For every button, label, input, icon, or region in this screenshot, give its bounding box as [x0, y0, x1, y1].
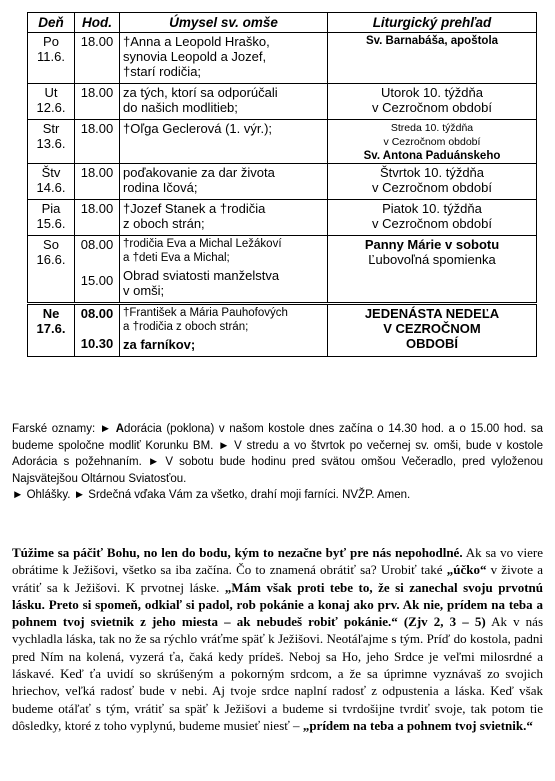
- mass-time: 18.00: [80, 201, 114, 216]
- day-name: Pia: [41, 201, 61, 216]
- mass-time: 15.00: [80, 273, 114, 288]
- notice-label: Farské oznamy:: [12, 423, 96, 435]
- intention-line: †rodičia Eva a Michal Ležákoví: [123, 238, 282, 250]
- intention-cell: [120, 164, 328, 200]
- day-name: Ut: [44, 85, 58, 100]
- header-day: Deň: [28, 13, 75, 33]
- intention-line: z oboch strán;: [123, 216, 205, 231]
- intention-cell: [120, 304, 328, 357]
- intention-cell: [120, 236, 328, 304]
- intention-cell: [120, 200, 328, 236]
- day-date: 11.6.: [37, 49, 65, 64]
- table-row: [28, 164, 537, 200]
- intention-line: a †rodičia z oboch strán;: [123, 321, 249, 333]
- time-cell: [75, 120, 120, 164]
- reflection-closing-quote: „prídem na teba a pohnem tvoj svietnik.“: [302, 717, 533, 733]
- intention-line: a †deti Eva a Michal;: [123, 252, 230, 264]
- liturgy-line: Ľubovoľná spomienka: [368, 252, 496, 267]
- intention-cell: [120, 120, 328, 164]
- liturgy-line: v Cezročnom období: [372, 180, 492, 195]
- day-date: 16.6.: [36, 252, 66, 267]
- notice-wednesday: V stredu a vo štvrtok po večernej sv. omši, bude v kostole Adorácia s požehnaním.: [12, 439, 544, 468]
- liturgy-line: Utorok 10. týždňa: [381, 85, 483, 100]
- day-date: 15.6.: [36, 216, 66, 231]
- liturgy-line: Streda 10. týždňa: [390, 122, 474, 134]
- mass-time: 18.00: [80, 165, 114, 180]
- day-name: Štv: [41, 165, 61, 180]
- liturgy-line: Štvrtok 10. týždňa: [379, 165, 485, 180]
- reflection-emphasis: „účko“: [446, 562, 487, 578]
- reflection-heading: Túžime sa páčiť Bohu, no len do bodu, kým to nezačne byť pre nás nepohodlné.: [12, 545, 463, 560]
- reflection-sentence: v živote a vrátiť sa k Ježišovi. K prvotnej láske.: [12, 562, 543, 595]
- header-hour: Hod.: [75, 13, 120, 33]
- liturgy-line: Panny Márie v sobotu: [364, 237, 500, 252]
- day-name: Str: [42, 121, 60, 136]
- arrow-icon: ►: [12, 489, 24, 501]
- day-name: Po: [43, 34, 59, 49]
- reflection-text: [12, 544, 543, 734]
- day-cell: [28, 200, 75, 236]
- arrow-icon: ►: [147, 456, 160, 468]
- day-cell: [28, 120, 75, 164]
- table-row: [28, 200, 537, 236]
- notice-thanks: Srdečná vďaka Vám za všetko, drahí moji farníci. NVŽP. Amen.: [88, 489, 411, 501]
- time-cell: [75, 164, 120, 200]
- day-cell: [28, 236, 75, 304]
- intention-line: †František a Mária Pauhofových: [123, 307, 288, 319]
- mass-time: 18.00: [80, 121, 114, 136]
- liturgy-cell: [328, 304, 537, 357]
- day-name: So: [43, 237, 59, 252]
- liturgy-line: v Cezročnom období: [372, 216, 492, 231]
- intention-line: †starí rodičia;: [123, 64, 202, 79]
- intention-line: synovia Leopold a Jozef,: [123, 49, 267, 64]
- liturgy-cell: [328, 120, 537, 164]
- time-cell: [75, 33, 120, 84]
- liturgy-line: V CEZROČNOM: [383, 321, 481, 336]
- table-header-row: [28, 13, 537, 33]
- liturgy-line: v Cezročnom období: [372, 100, 492, 115]
- intention-line: za farníkov;: [123, 337, 196, 352]
- mass-time: 08.00: [80, 237, 114, 252]
- mass-time: 08.00: [80, 306, 114, 321]
- day-cell: [28, 304, 75, 357]
- liturgy-cell: [328, 200, 537, 236]
- liturgy-cell: [328, 84, 537, 120]
- day-cell: [28, 164, 75, 200]
- notice-initial: A: [115, 423, 125, 435]
- arrow-icon: ►: [73, 489, 86, 501]
- intention-line: rodina Ičová;: [123, 180, 198, 195]
- notice-adoration: dorácia (poklona) v našom kostole dnes začína o 14.30 hod. a o 15.00 hod. sa budeme spoločne modliť Korunku BM.: [12, 423, 543, 452]
- liturgy-line: Sv. Barnabáša, apoštola: [365, 35, 499, 47]
- liturgy-line: v Cezročnom období: [383, 136, 481, 148]
- time-cell: [75, 200, 120, 236]
- mass-time: 18.00: [80, 85, 114, 100]
- day-date: 13.6.: [36, 136, 66, 151]
- notice-saturday: V sobotu bude hodinu pred svätou omšou Večeradlo, pred vyloženou Najsvätejšou Oltárnou Sviatosťou.: [12, 456, 543, 485]
- liturgy-line: OBDOBÍ: [406, 336, 458, 351]
- intention-line: za tých, ktorí sa odporúčali: [123, 85, 278, 100]
- table-row: [28, 304, 537, 357]
- reflection-sentence: Ak sa vo viere obrátime k Ježišovi, všetko sa iba začína. Čo to znamená obrátiť sa? Urobiť také: [12, 545, 544, 578]
- day-date: 17.6.: [36, 321, 66, 336]
- table-row: [28, 84, 537, 120]
- liturgy-line: Piatok 10. týždňa: [382, 201, 482, 216]
- time-cell: [75, 236, 120, 304]
- intention-line: do našich modlitieb;: [123, 100, 238, 115]
- intention-cell: [120, 84, 328, 120]
- intention-line: Obrad sviatosti manželstva: [123, 268, 280, 283]
- arrow-icon: ►: [99, 423, 112, 435]
- day-cell: [28, 84, 75, 120]
- liturgy-line: JEDENÁSTA NEDEĽA: [364, 306, 500, 321]
- liturgy-cell: [328, 33, 537, 84]
- header-intention: Úmysel sv. omše: [120, 13, 328, 33]
- header-liturgy: Liturgický prehľad: [328, 13, 537, 33]
- day-name: Ne: [42, 306, 60, 321]
- liturgy-line: Sv. Antona Paduánskeho: [363, 150, 501, 162]
- intention-cell: [120, 33, 328, 84]
- reflection-sentence: Ak v nás vychladla láska, tak no že sa rýchlo vráťme späť k Ježišovi. Neotáľajme s tým. Príď do kostola, padni pred Ním na kolená, vyzerá ťa, čaká kedy prídeš. Neboj sa Ho, jeho Srdce je veľmi milosrdné a láskavé. Keď ťa uvidí so skrúšeným a pokorným srdcom, a že sa úprimne vyznávaš zo svojich hriechov, veľká radosť bude v nebi. Aj tvoje srdce naplní radosť z odpustenia a láska. Keď však budeme otáľať s tým, vrátiť sa späť k Ježišovi a budeme si tvrdošijne tvrdiť svoje, tak potom tie dôsledky, ktoré z toho vyplynú, budeme musieť niesť –: [12, 614, 544, 733]
- parish-announcements: [12, 421, 543, 504]
- table-row: [28, 236, 537, 304]
- mass-time: 18.00: [80, 34, 114, 49]
- intention-line: poďakovanie za dar života: [123, 165, 275, 180]
- notice-banns: Ohlášky.: [26, 489, 71, 501]
- time-cell: [75, 304, 120, 357]
- intention-line: †Anna a Leopold Hraško,: [123, 34, 270, 49]
- liturgy-cell: [328, 236, 537, 304]
- table-row: [28, 120, 537, 164]
- intention-line: v omši;: [123, 283, 165, 298]
- day-date: 14.6.: [36, 180, 66, 195]
- table-row: [28, 33, 537, 84]
- mass-time: 10.30: [80, 336, 114, 351]
- day-date: 12.6.: [36, 100, 66, 115]
- arrow-icon: ►: [218, 439, 230, 452]
- liturgy-cell: [328, 164, 537, 200]
- day-cell: [28, 33, 75, 84]
- scripture-quote: „Mám však proti tebe to, že si zanechal svoju prvotnú lásku. Preto si spomeň, odkiaľ si padol, rob pokánie a konaj ako prv. Ak nie, prídem na teba a pohnem tvoj svietnik z jeho miesta – ak nebudeš robiť pokánie.“ (Zjv 2, 3 – 5): [12, 579, 543, 630]
- intention-line: †Jozef Stanek a †rodičia: [123, 201, 266, 216]
- time-cell: [75, 84, 120, 120]
- reflection-paragraph: [12, 544, 543, 734]
- intention-line: †Oľga Geclerová (1. výr.);: [123, 121, 273, 136]
- mass-schedule-table: [27, 12, 537, 357]
